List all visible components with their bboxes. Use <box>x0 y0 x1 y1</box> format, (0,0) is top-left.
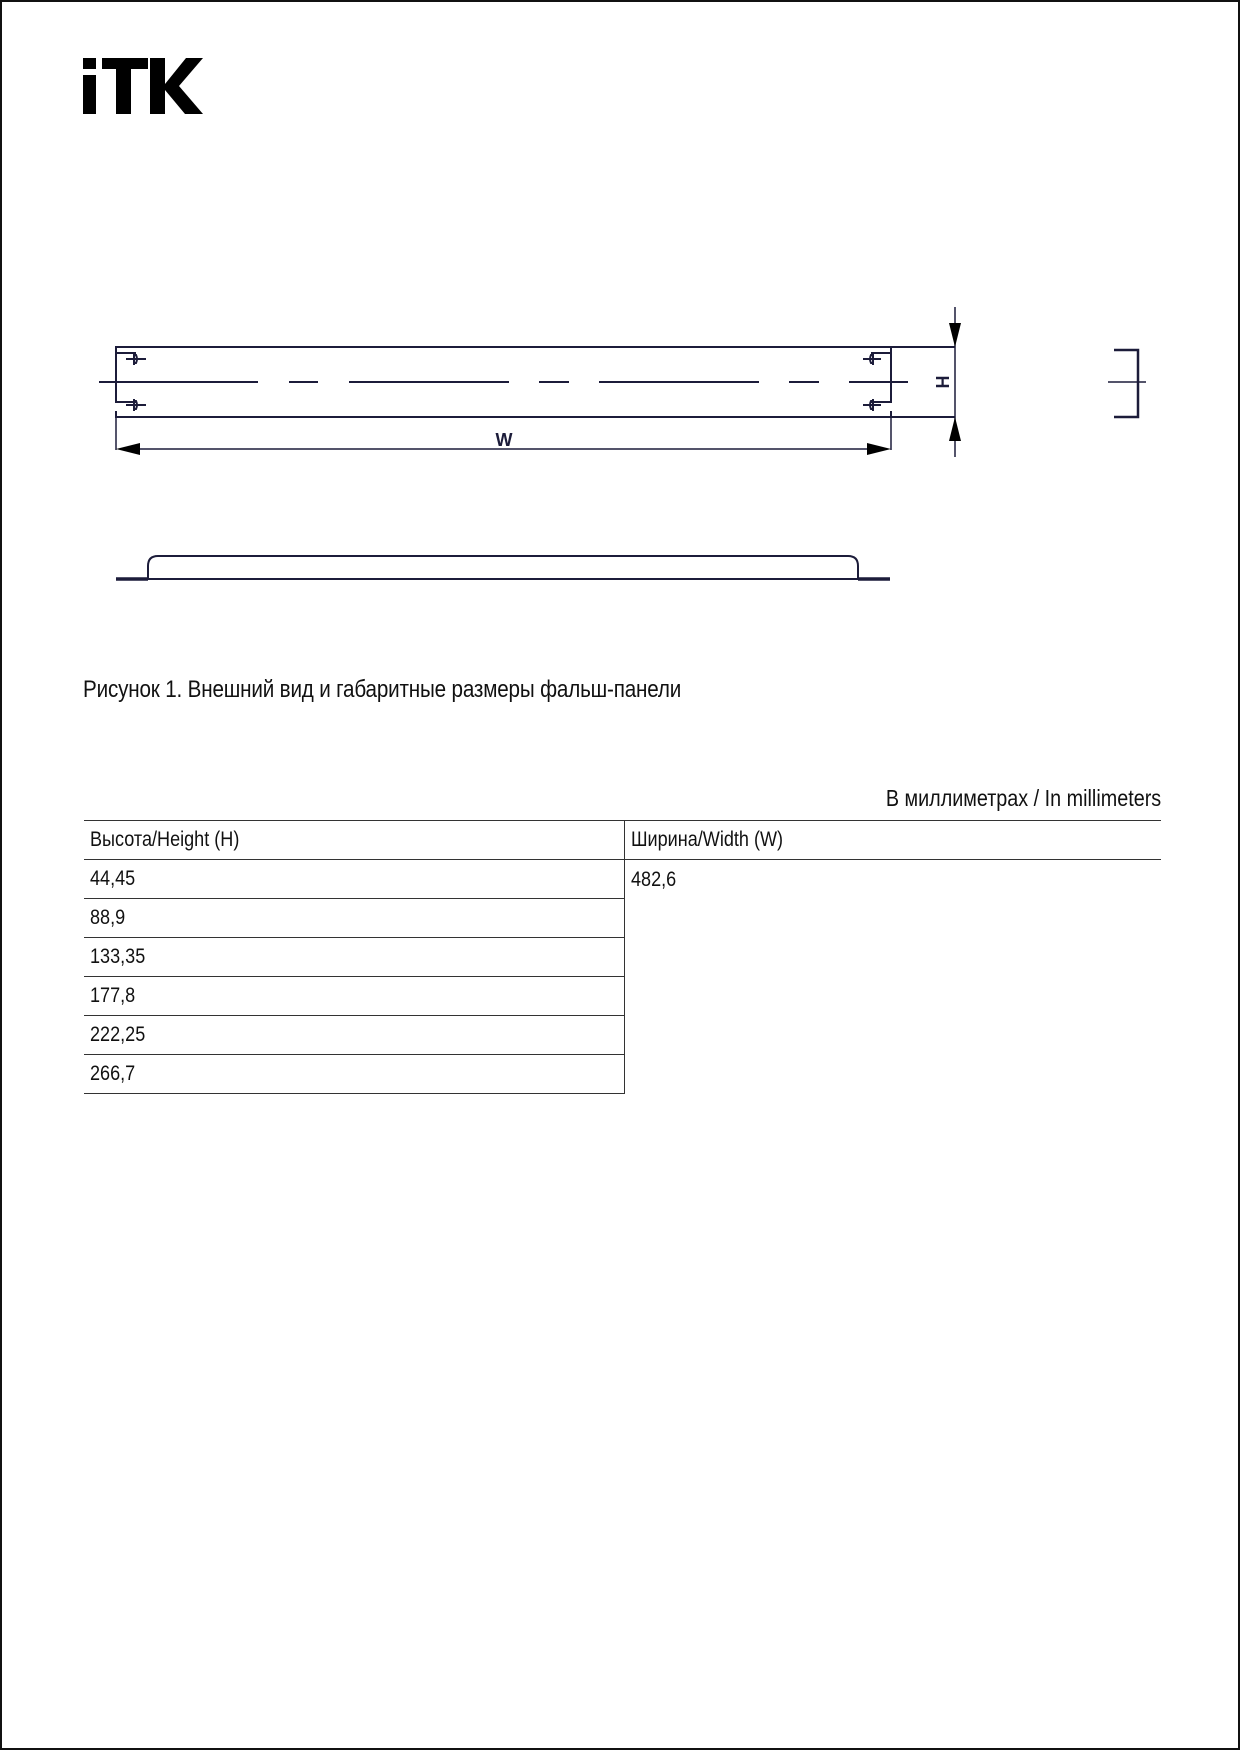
height-cell: 88,9 <box>84 899 625 938</box>
figure-caption: Рисунок 1. Внешний вид и габаритные размеры фальш-панели <box>83 676 682 703</box>
width-cell: 482,6 <box>625 860 1162 1094</box>
width-arrow-right <box>867 443 891 455</box>
height-arrow-bottom <box>949 417 961 441</box>
height-arrow-top <box>949 323 961 347</box>
width-arrow-left <box>116 443 140 455</box>
height-cell: 133,35 <box>84 938 625 977</box>
side-view-profile <box>1114 350 1138 417</box>
header-width: Ширина/Width (W) <box>625 821 1162 860</box>
header-height: Высота/Height (H) <box>84 821 625 860</box>
height-cell: 44,45 <box>84 860 625 899</box>
height-cell: 266,7 <box>84 1055 625 1094</box>
table-header-row <box>84 821 1161 860</box>
height-cell: 222,25 <box>84 1016 625 1055</box>
top-view-profile <box>116 556 890 579</box>
units-note: В миллиметрах / In millimeters <box>885 785 1161 811</box>
dimensions-table <box>84 820 1161 1094</box>
height-cell: 177,8 <box>84 977 625 1016</box>
height-label: H <box>932 375 952 389</box>
table-row <box>84 860 1161 899</box>
right-slot-bottom-mark <box>863 399 881 411</box>
right-slot-top-mark <box>863 353 881 365</box>
technical-drawing <box>0 0 1240 620</box>
width-label: W <box>495 430 513 450</box>
